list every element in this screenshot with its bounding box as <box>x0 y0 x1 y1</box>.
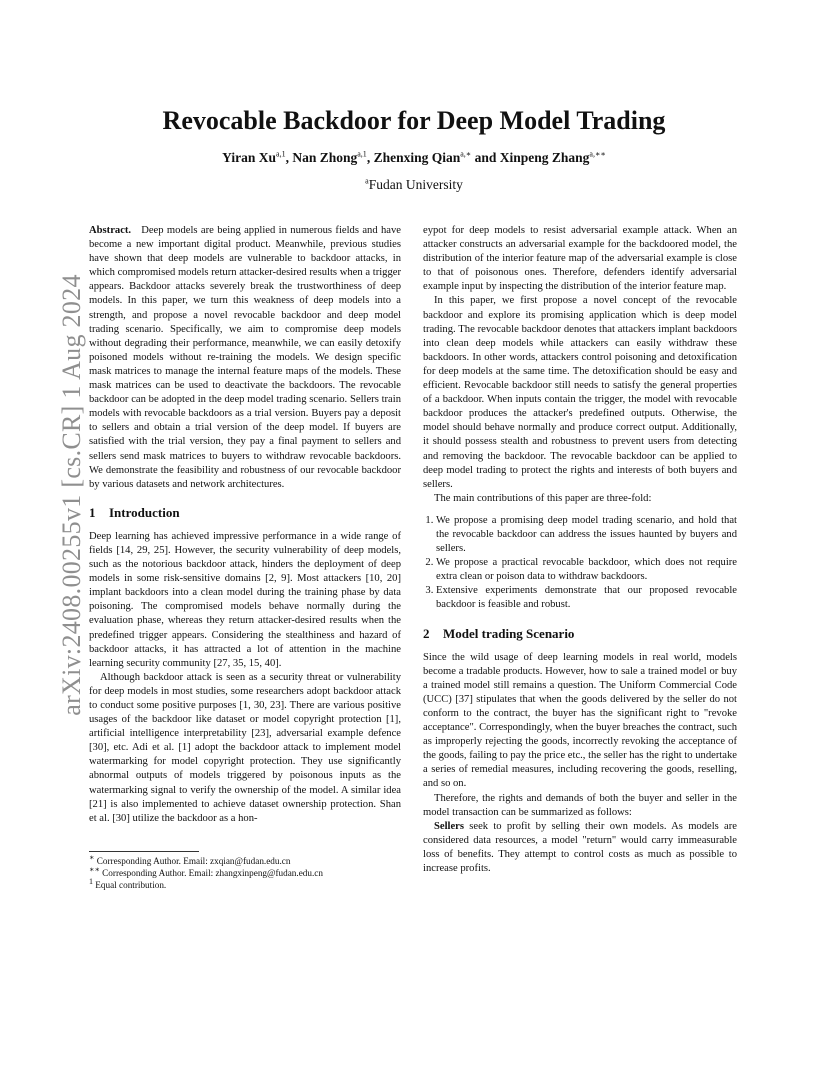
footnote-text: Corresponding Author. Email: zxqian@fudan.edu.cn <box>96 856 291 866</box>
list-item: 3. Extensive experiments demonstrate that our proposed revocable backdoor is feasible and robust. <box>436 584 737 612</box>
footnote-mark: 1 <box>89 876 93 886</box>
paragraph: Deep learning has achieved impressive performance in a wide range of fields [14, 29, 25]. However, the security vulnerability of deep models, such as the notorious backdoor attack, hinders the deployment of deep models in some risk-sensitive domains [2, 9]. Most attackers [10, 20] implant backdoors into a clean model during the training phase by data poisoning. The compromised models behave normally during the evaluation phase, whereas they return attacker-desired results when the predefined trigger appears. Considering the stealthiness and hazard of backdoor attacks, it has attracted a lot of attention in the machine learning security community [27, 35, 15, 40]. <box>89 530 401 669</box>
contributions-list <box>423 514 737 613</box>
footnote-mark: ∗∗ <box>89 864 100 874</box>
footnote <box>89 864 401 879</box>
section-number: 2 <box>423 625 430 641</box>
footnote <box>89 876 401 891</box>
left-column <box>89 224 401 826</box>
paragraph: In this paper, we first propose a novel concept of the revocable backdoor and explore its promising application which is deep model trading. The revocable backdoor denotes that attackers implant backdoors into clean deep models while attackers can easily withdraw these backdoors. In other words, attackers control poisoning and detoxification for deep models at the same time. The detoxification should be easy and efficient. Revocable backdoor still needs to satisfy the general properties of a backdoor. When inputs contain the trigger, the model with revocable backdoor produces the attacker's predefined outputs. Otherwise, the model should behave normally and produce correct output. Additionally, it should possess stealth and robustness to prevent users from detecting and removing the backdoor. The revocable backdoor can be applied to deep model trading to protect the rights and interests of both buyers and sellers. <box>423 295 737 490</box>
paragraph: The main contributions of this paper are three-fold: <box>434 492 652 504</box>
arxiv-id: arXiv:2408.00255v1 [cs.CR] 1 Aug 2024 <box>57 274 86 716</box>
author-sup: a,1 <box>357 149 367 159</box>
author-name: Nan Zhong <box>292 150 358 165</box>
footnote-text: Equal contribution. <box>95 880 167 890</box>
paper-title: Revocable Backdoor for Deep Model Trading <box>162 106 666 135</box>
paragraph: Since the wild usage of deep learning models in real world, models become a tradable products. However, how to sale a trained model or buy a trained model still remains a question. The Uniform Commercial Code (UCC) [37] stipulates that when the goods delivered by the seller do not conform to the contract, the buyer has the significant right to "revoke acceptance". Correspondingly, when the buyer breaches the contract, such as improperly rejecting the goods, incorrectly revoking the acceptance of the goods, failing to pay the price etc., the seller has the right to undertake a series of remedial measures, including recovering the goods, reselling, and so on. <box>423 651 737 790</box>
footnote-mark: ∗ <box>89 852 95 862</box>
affiliation <box>0 177 828 193</box>
author-separator: , <box>285 150 293 165</box>
author-name: Xinpeng Zhang <box>499 150 590 165</box>
author-sup: a,1 <box>276 149 286 159</box>
paragraph: Therefore, the rights and demands of both the buyer and seller in the model transaction can be summarized as follows: <box>423 792 737 818</box>
footnote <box>89 852 401 867</box>
affiliation-name: Fudan University <box>368 177 463 192</box>
author-sup: a,∗∗ <box>589 149 606 159</box>
footnotes <box>89 852 401 891</box>
paragraph: eypot for deep models to resist adversarial example attack. When an attacker constructs an adversarial example for the backdoored model, the distribution of the interior feature map of the adversarial example is close to that of poisonous ones. Therefore, defenders identify adversarial example input by inspecting the distribution of the interior feature map. <box>423 225 737 293</box>
abstract-text: Deep models are being applied in numerous fields and have become a new important digital product. Meanwhile, previous studies have shown that deep models are vulnerable to backdoor attacks, in which compromised models return attacker-desired results when a trigger appears. Backdoor attacks severely break the trustworthiness of deep models. In this paper, we turn this weakness of deep models into a strength, and propose a novel revocable backdoor and deep model trading scenario. Specifically, we aim to compromise deep models without degrading their performance, meanwhile, we can easily detoxify poisoned models without re-training the models. We design specific mask matrices to manage the internal feature maps of the models. These mask matrices can be used to deactivate the backdoors. The revocable backdoor can be adopted in the deep model trading scenario. Sellers train models with revocable backdoors as a trial version. Buyers pay a deposit to sellers and obtain a trial version of the deep model. If buyers are satisfied with the trial version, they pay a final payment to sellers and sellers send mask matrices to buyers to withdraw revocable backdoors. We demonstrate the feasibility and robustness of our revocable backdoor by various datasets and network architectures. <box>89 225 401 490</box>
section-title: Model trading Scenario <box>443 625 575 641</box>
sellers-label: Sellers <box>434 820 465 832</box>
abstract-label: Abstract. <box>89 225 132 236</box>
section-heading <box>89 506 401 520</box>
right-column <box>423 224 737 876</box>
section-heading <box>423 627 737 641</box>
footnote-text: Corresponding Author. Email: zhangxinpeng@fudan.edu.cn <box>102 868 323 878</box>
section-number: 1 <box>89 504 96 520</box>
affiliation-sup: a <box>365 176 369 186</box>
author-separator: , <box>366 150 374 165</box>
author-name: Yiran Xu <box>222 150 277 165</box>
arxiv-watermark <box>52 274 92 716</box>
list-item: 1. We propose a promising deep model trading scenario, and hold that the revocable backdoor can address the issues haunted by buyers and sellers. <box>436 514 737 556</box>
sellers-text: seek to profit by selling their own models. As models are considered data resources, a model "return" would carry immeasurable loss of benefits. They attempt to control costs as much as possible to increase profits. <box>423 820 737 875</box>
author-list <box>0 150 828 166</box>
section-title: Introduction <box>109 504 180 520</box>
paragraph: Although backdoor attack is seen as a security threat or vulnerability for deep models in most studies, some researchers adopt backdoor attack to conduct some positive purposes [1, 30, 23]. There are various positive usages of the backdoor like dataset or model copyright protection [1], artificial intelligence interpretability [23], adversarial example defence [30], etc. Adi et al. [1] adopt the backdoor attack to implement model watermarking for model copyright protection. They use significantly abnormal outputs of models triggered by poisonous inputs as the watermarking signal to verify the ownership of the model. A similar idea [21] is also implemented to achieve dataset ownership protection. Shan et al. [30] utilize the backdoor as a hon- <box>89 671 401 824</box>
list-item: 2. We propose a practical revocable backdoor, which does not require extra clean or poison data to withdraw backdoors. <box>436 556 737 584</box>
paragraph <box>423 820 737 876</box>
author-sup: a,∗ <box>460 149 472 159</box>
abstract <box>89 224 401 492</box>
author-name: Zhenxing Qian <box>373 150 461 165</box>
author-separator: and <box>471 150 500 165</box>
